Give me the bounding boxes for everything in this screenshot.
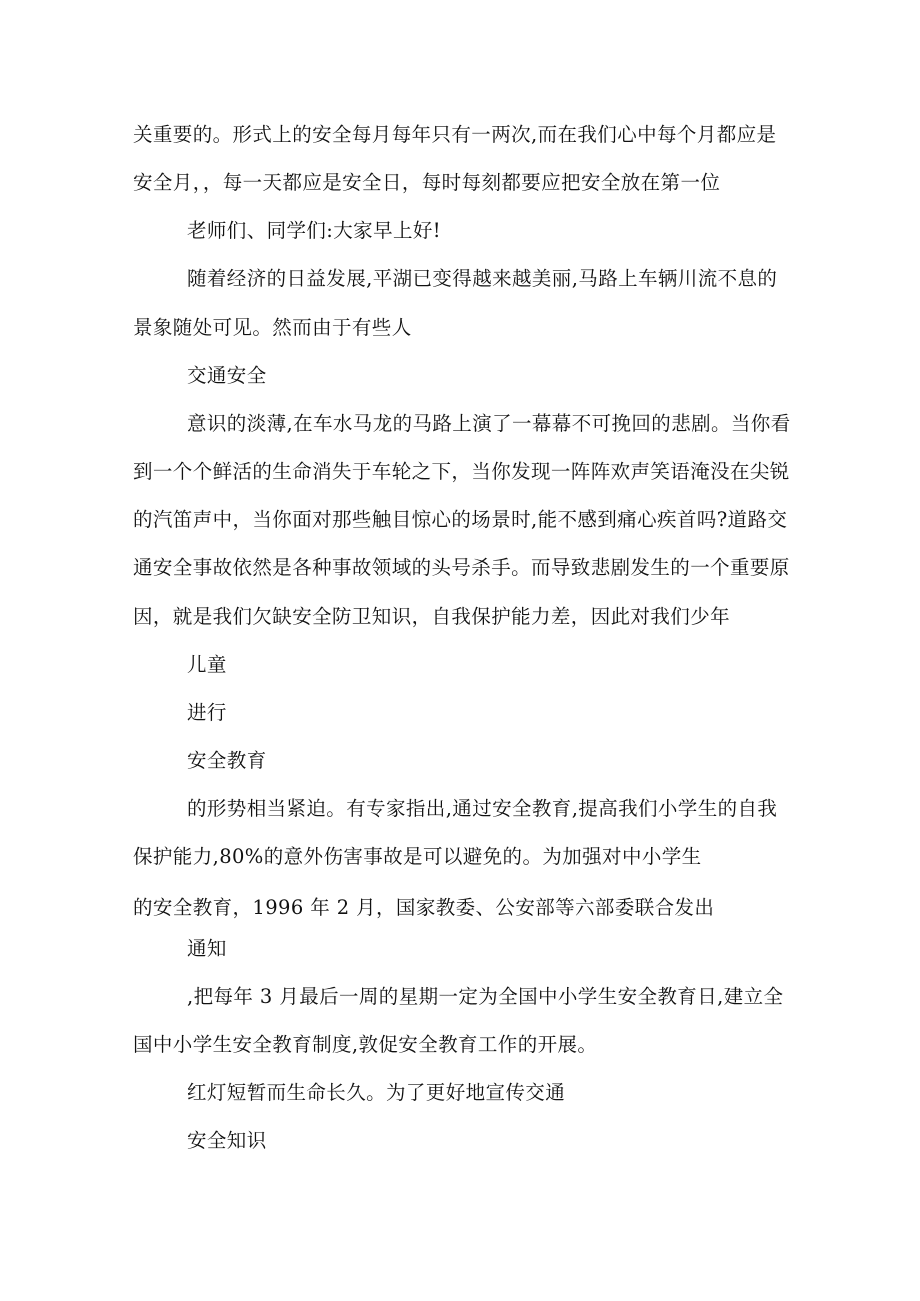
text-line: 的形势相当紧迫。有专家指出,通过安全教育,提高我们小学生的自我 xyxy=(187,797,778,820)
keyword-line: 儿童 xyxy=(187,653,227,676)
text-line: 的安全教育，1996 年 2 月，国家教委、公安部等六部委联合发出 xyxy=(133,896,715,919)
text-line: 随着经济的日益发展,平湖已变得越来越美丽,马路上车辆川流不息的 xyxy=(187,267,778,290)
text-line: 的汽笛声中，当你面对那些触目惊心的场景时,能不感到痛心疾首吗?道路交 xyxy=(133,508,788,531)
keyword-line: 通知 xyxy=(187,937,227,960)
keyword-line: 进行 xyxy=(187,701,227,724)
text-line: 意识的淡薄,在车水马龙的马路上演了一幕幕不可挽回的悲剧。当你看 xyxy=(187,412,791,435)
greeting-line: 老师们、同学们:大家早上好! xyxy=(187,219,442,242)
text-line: 到一个个鲜活的生命消失于车轮之下，当你发现一阵阵欢声笑语淹没在尖锐 xyxy=(133,460,790,483)
text-line: 安全月，，每一天都应是安全日，每时每刻都要应把安全放在第一位 xyxy=(133,171,721,194)
text-line: 国中小学生安全教育制度,敦促安全教育工作的开展。 xyxy=(133,1033,598,1056)
text-line: 关重要的。形式上的安全每月每年只有一两次,而在我们心中每个月都应是 xyxy=(133,123,777,146)
text-line: 因，就是我们欠缺安全防卫知识，自我保护能力差，因此对我们少年 xyxy=(133,605,731,628)
text-line: 红灯短暂而生命长久。为了更好地宣传交通 xyxy=(187,1081,566,1104)
keyword-line: 安全知识 xyxy=(187,1129,267,1152)
text-line: 景象随处可见。然而由于有些人 xyxy=(133,316,412,339)
keyword-line: 交通安全 xyxy=(187,364,267,387)
text-line: ,把每年 3 月最后一周的星期一定为全国中小学生安全教育日,建立全 xyxy=(187,985,784,1008)
keyword-line: 安全教育 xyxy=(187,749,267,772)
text-line: 通安全事故依然是各种事故领域的头号杀手。而导致悲剧发生的一个重要原 xyxy=(133,556,790,579)
text-line: 保护能力,80%的意外伤害事故是可以避免的。为加强对中小学生 xyxy=(133,845,702,868)
